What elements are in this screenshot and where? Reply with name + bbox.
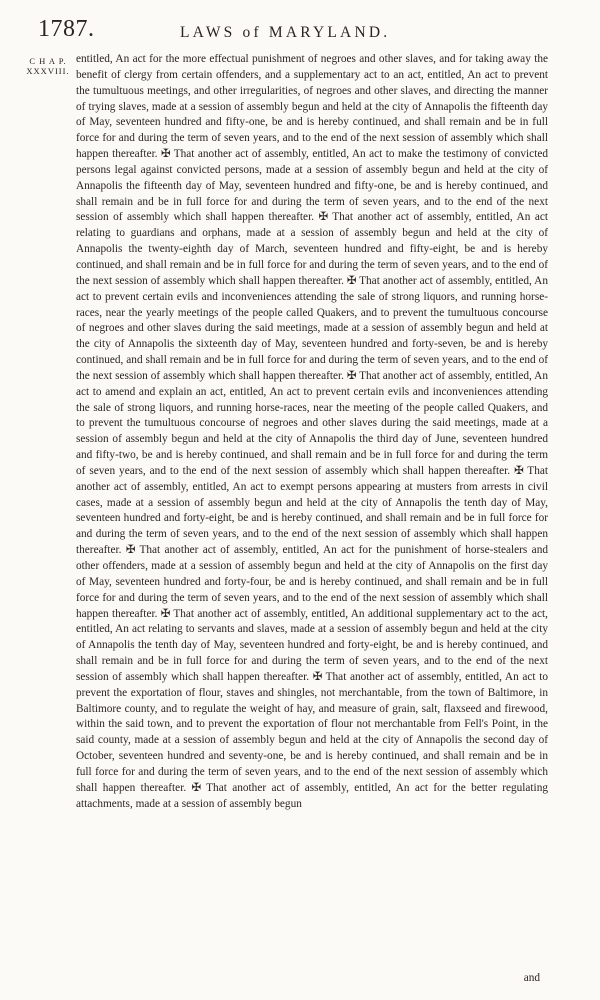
paragraph: That another act of assembly, entitled, An additional supplementary act to the act, entitled, An act relating to servants and slaves, made at a session of assembly begun and held at the city of Annapolis the tenth day of May, seventeen hundred and forty-eight, be and is hereby continued, and shall remain and be in full force for and during the term of seven years, and to the end of the next session of assembly which shall happen thereafter. ✠	[76, 607, 548, 683]
running-title: LAWS of MARYLAND.	[180, 24, 391, 41]
chapter-label: C H A P.	[29, 56, 67, 66]
paragraph: That another act of assembly, entitled, An act to prevent the exportation of flour, staves and shingles, not merchantable, from the town of Baltimore, in Baltimore county, and to regulate the weight of hay, and measure of grain, salt, flaxseed and firewood, within the said town, and to prevent the exportation of flour not merchantable from Fell's Point, in the said county, made at a session of assembly begun and held at the city of Annapolis the second day of October, seventeen hundred and seventy-one, be and is hereby continued, and shall remain and be in full force for and during the term of seven years, and to the end of the next session of assembly which shall happen thereafter. ✠	[76, 670, 548, 794]
page-year: 1787.	[38, 16, 95, 42]
paragraph: That another act of assembly, entitled, An act for the better regulating attachments, made at a session of assembly begun	[76, 781, 548, 810]
chapter-margin-note	[26, 56, 70, 76]
page-header	[0, 12, 600, 46]
statute-text	[76, 52, 548, 813]
catchword: and	[523, 972, 540, 984]
paragraph: entitled, An act for the more effectual punishment of negroes and other slaves, and for taking away the benefit of clergy from certain offenders, and a supplementary act to an act, entitled, An act to prevent the tumultuous meetings, and other irregularities, of negroes and other slaves, and directing the manner of trying slaves, made at a session of assembly begun and held at the city of Annapolis the fifteenth day of May, seventeen hundred and fifty-one, be and is hereby continued, and shall remain and be in full force for and during the term of seven years, and to the end of the next session of assembly which shall happen thereafter. ✠	[76, 53, 548, 161]
paragraph: That another act of assembly, entitled, An act relating to guardians and orphans, made at a session of assembly begun and held at the city of Annapolis the twenty-eighth day of March, seventeen hundred and fifty-eight, be and is hereby continued, and shall remain and be in full force for and during the term of seven years, and to the end of the next session of assembly which shall happen thereafter. ✠	[76, 211, 548, 287]
chapter-number: XXXVIII.	[26, 66, 70, 76]
paragraph: That another act of assembly, entitled, An act for the punishment of horse-stealers and other offenders, made at a session of assembly begun and held at the city of Annapolis on the first day of May, seventeen hundred and forty-four, be and is hereby continued, and shall remain and be in full force for and during the term of seven years, and to the end of the next session of assembly which shall happen thereafter. ✠	[76, 544, 548, 620]
paragraph: That another act of assembly, entitled, An act to prevent certain evils and inconveniences attending the sale of strong liquors, and running horse-races, near the yearly meetings of the people called Quakers, and to prevent the tumultuous concourse of negroes and other slaves during the said meetings, made at a session of assembly begun and held at the city of Annapolis the sixteenth day of May, seventeen hundred and forty-seven, be and is hereby continued, and shall remain and be in full force for and during the term of seven years, and to the end of the next session of assembly which shall happen thereafter. ✠	[76, 274, 548, 382]
paragraph: That another act of assembly, entitled, An act to amend and explain an act, entitled, An act to prevent certain evils and inconveniences attending the sale of strong liquors, and running horse-races, near the meeting of the people called Quakers, and to prevent the tumultuous concourse of negroes and other slaves during the said meetings, made at a session of assembly begun and held at the city of Annapolis the third day of June, seventeen hundred and fifty-two, be and is hereby continued, and shall remain and be in full force for and during the term of seven years, and to the end of the next session of assembly which shall happen thereafter. ✠	[76, 369, 548, 477]
paragraph: That another act of assembly, entitled, An act to exempt persons appearing at musters from arrests in civil cases, made at a session of assembly begun and held at the city of Annapolis the tenth day of May, seventeen hundred and forty-eight, be and is hereby continued, and shall remain and be in full force for and during the term of seven years, and to the end of the next session of assembly which shall happen thereafter. ✠	[76, 464, 548, 557]
paragraph: That another act of assembly, entitled, An act to make the testimony of convicted persons legal against convicted persons, made at a session of assembly begun and held at the city of Annapolis the fifteenth day of May, seventeen hundred and fifty-one, be and is hereby continued, and shall remain and be in full force for and during the term of seven years, and to the end of the next session of assembly which shall happen thereafter. ✠	[76, 148, 548, 224]
